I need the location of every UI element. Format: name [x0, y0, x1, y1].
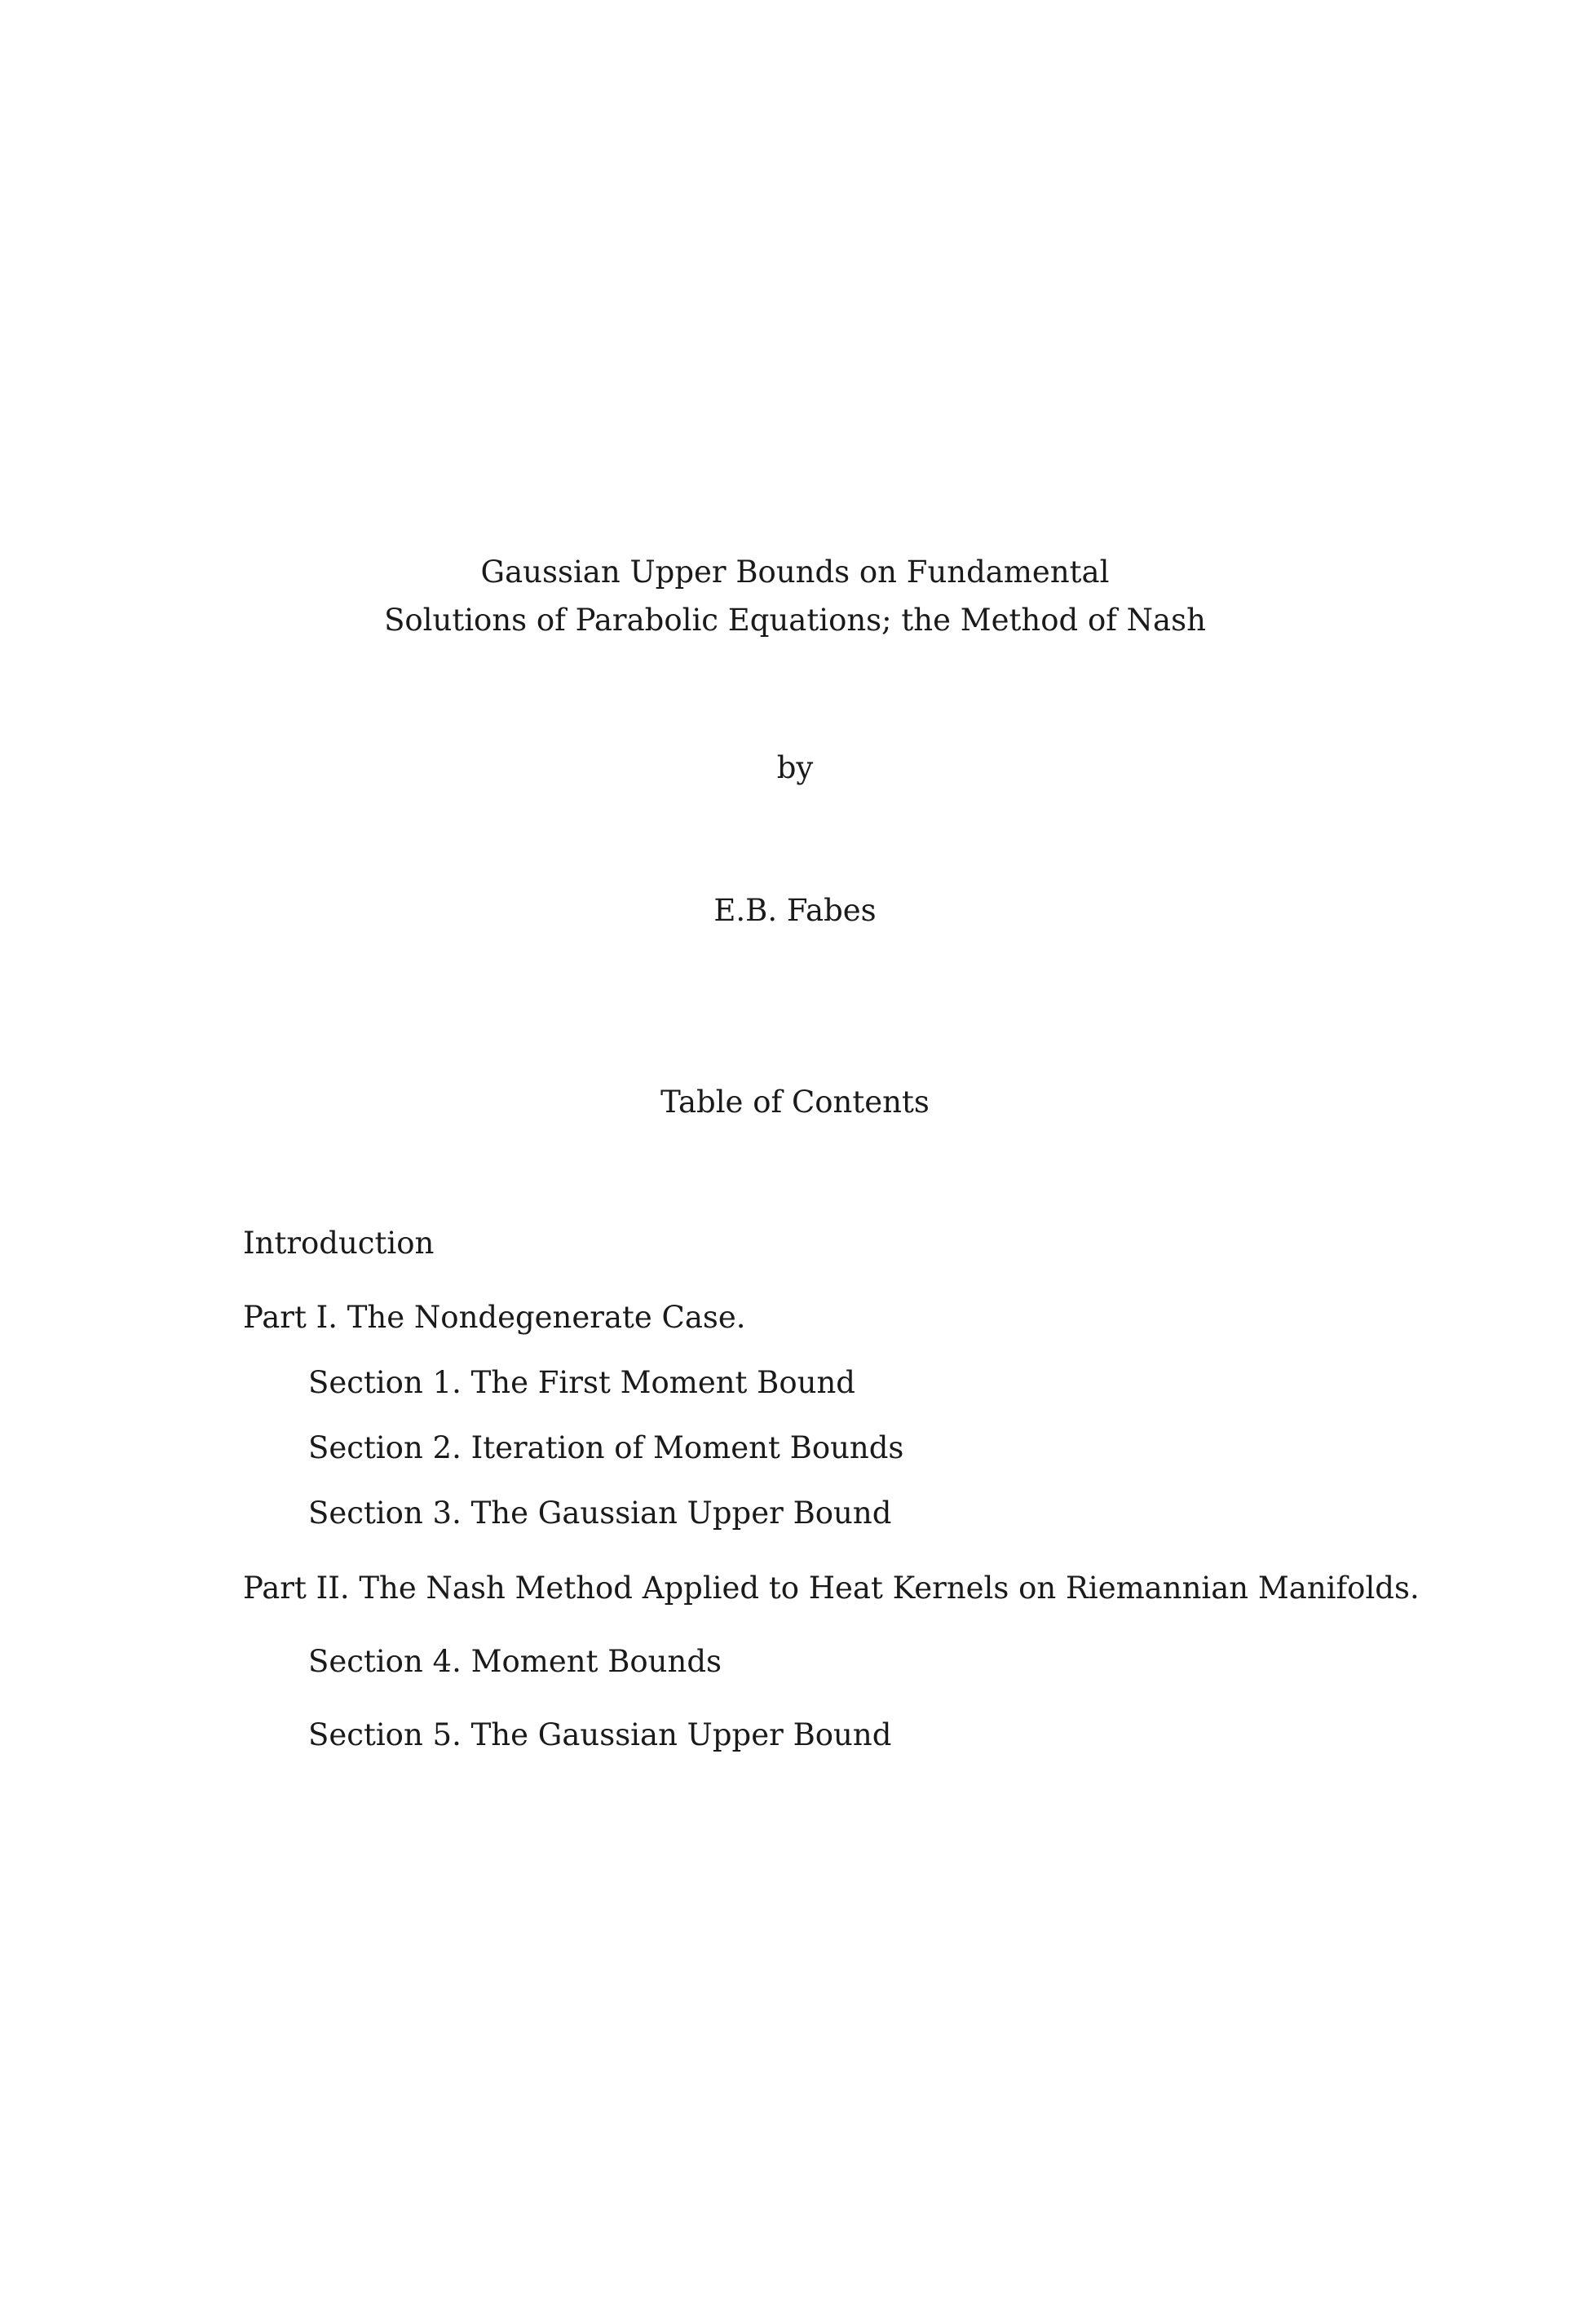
toc-part-2: Part II. The Nash Method Applied to Heat Kernels on Riemannian Manifolds. [243, 1571, 1420, 1606]
author: E.B. Fabes [713, 893, 877, 928]
contents-heading: Table of Contents [660, 1085, 930, 1120]
title-line-1: Gaussian Upper Bounds on Fundamental [480, 554, 1110, 590]
toc-section-3: Section 3. The Gaussian Upper Bound [308, 1496, 892, 1531]
toc-section-2: Section 2. Iteration of Moment Bounds [308, 1430, 904, 1465]
toc-introduction: Introduction [243, 1226, 435, 1261]
byline: by [776, 750, 814, 785]
toc-section-4: Section 4. Moment Bounds [308, 1644, 722, 1679]
title-line-2: Solutions of Parabolic Equations; the Method of Nash [384, 603, 1206, 638]
toc-section-5: Section 5. The Gaussian Upper Bound [308, 1717, 892, 1752]
toc-section-1: Section 1. The First Moment Bound [308, 1365, 855, 1400]
toc-part-1: Part I. The Nondegenerate Case. [243, 1300, 746, 1335]
